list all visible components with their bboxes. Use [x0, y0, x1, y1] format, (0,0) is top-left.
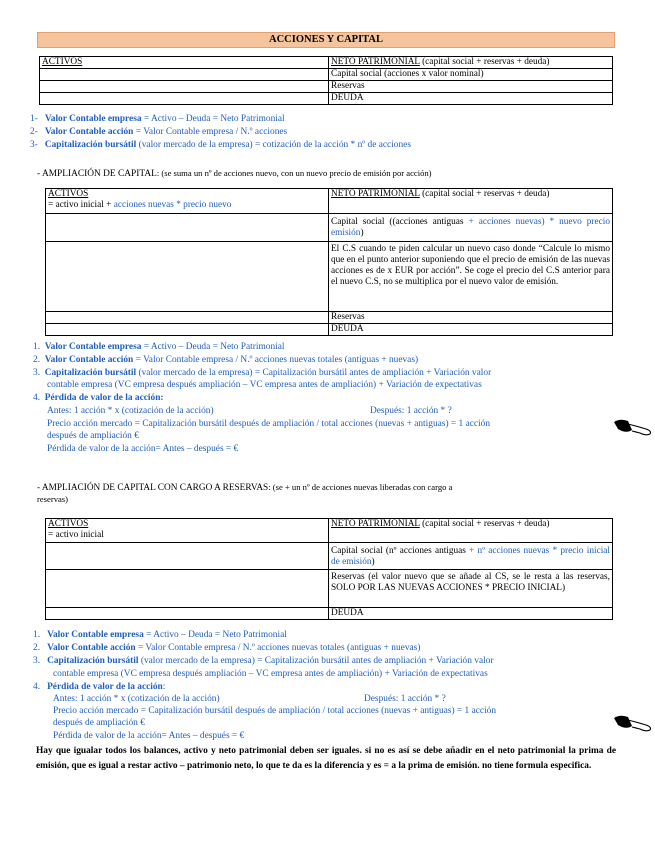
perdida-text: Pérdida de valor de la acción= Antes – después = € — [47, 444, 239, 454]
capital-cell: Capital social ((acciones antiguas + acciones nuevas) * nuevo precio emisión) — [329, 214, 613, 242]
list2-item-cont: contable empresa (VC empresa después ampliación – VC empresa antes de ampliación) + Variación de expectativas — [47, 380, 482, 390]
precio-text-cont: después de ampliación € — [53, 718, 145, 728]
antes-text: Antes: 1 acción * x (cotización de la acción) — [47, 406, 214, 416]
list3-item: 3. Capitalización bursátil (valor mercado de la empresa) = Capitalización bursátil antes de ampliación + Variación valor — [33, 656, 494, 666]
neto-cell: NETO PATRIMONIAL (capital social + reservas + deuda) — [329, 189, 613, 214]
list3-item: 4. Pérdida de valor de la acción: — [33, 682, 166, 692]
neto-cell: NETO PATRIMONIAL (capital social + reservas + deuda) — [329, 57, 613, 69]
balance-table-reservas — [45, 518, 613, 620]
deuda-cell: DEUDA — [329, 324, 613, 336]
list2-item: 3. Capitalización bursátil (valor mercado de la empresa) = Capitalización bursátil antes de ampliación + Variación valor — [33, 368, 492, 378]
balance-table-ampliacion — [45, 188, 613, 336]
perdida-text: Pérdida de valor de la acción= Antes – después = € — [53, 731, 245, 741]
capital-cell: Capital social (nº acciones antiguas + nº acciones nuevas * precio inicial de emisión) — [329, 543, 613, 570]
deuda-cell: DEUDA — [329, 608, 613, 620]
list3-item: 1. Valor Contable empresa = Activo – Deuda = Neto Patrimonial — [33, 630, 287, 640]
final-note: Hay que igualar todos los balances, activo y neto patrimonial deben ser iguales. si no es así se debe añadir en el neto patrimonial la prima de emisión, que es igual a restar activo – patrimonio neto, lo que te da es la diferencia y es = a la prima de emisión. no tiene formula especifica. — [36, 746, 616, 771]
neto-cell: NETO PATRIMONIAL (capital social + reservas + deuda) — [329, 519, 613, 543]
precio-text: Precio acción mercado = Capitalización bursátil después de ampliación / total acciones (nuevas + antiguas) = 1 acción — [53, 706, 497, 716]
reservas-cell: Reservas — [329, 312, 613, 324]
precio-text-cont: después de ampliación € — [47, 431, 139, 441]
list1-item: 1- Valor Contable empresa = Activo – Deuda = Neto Patrimonial — [30, 114, 285, 124]
list2-item: 2. Valor Contable acción = Valor Contable empresa / N.º acciones nuevas totales (antiguas + nuevas) — [33, 355, 419, 365]
deuda-cell: DEUDA — [329, 93, 613, 105]
pointing-hand-icon — [612, 712, 654, 736]
list3-item: 2. Valor Contable acción = Valor Contable empresa / N.º acciones nuevas totales (antiguas + nuevas) — [33, 643, 421, 653]
balance-table-basic — [39, 56, 613, 105]
list3-item-cont: contable empresa (VC empresa después ampliación – VC empresa antes de ampliación) + Variación de expectativas — [53, 669, 488, 679]
list2-item: 4. Pérdida de valor de la acción: — [33, 393, 164, 403]
activos-cell: ACTIVOS — [40, 57, 329, 69]
list1-item: 3- Capitalización bursátil (valor mercado de la empresa) = cotización de la acción * nº de acciones — [30, 140, 411, 150]
page-title: ACCIONES Y CAPITAL — [37, 32, 615, 48]
despues-text: Después: 1 acción * ? — [370, 406, 452, 416]
cs-note-cell: El C.S cuando te piden calcular un nuevo caso donde “Calcule lo mismo que en el punto anterior suponiendo que el precio de emisión de las nuevas acciones es de x EUR por acción”. Se coge el precio del C.S anterior para el nuevo C.S, no se multiplica por el nuevo valor de emisión. — [329, 242, 613, 312]
antes-text: Antes: 1 acción * x (cotización de la acción) — [53, 694, 220, 704]
activos-cell: ACTIVOS = activo inicial — [46, 519, 329, 543]
precio-text: Precio acción mercado = Capitalización bursátil después de ampliación / total acciones (nuevas + antiguas) = 1 acción — [47, 419, 491, 429]
capital-cell: Capital social (acciones x valor nominal) — [329, 69, 613, 81]
list1-item: 2- Valor Contable acción = Valor Contable empresa / N.º acciones — [30, 127, 288, 137]
activos-cell: ACTIVOS = activo inicial + acciones nuevas * precio nuevo — [46, 189, 329, 214]
reservas-cell: Reservas — [329, 81, 613, 93]
reservas-cell: Reservas (el valor nuevo que se añade al CS, se le resta a las reservas, SOLO POR LAS NUEVAS ACCIONES * PRECIO INICIAL) — [329, 570, 613, 608]
pointing-hand-icon — [612, 416, 654, 440]
list2-item: 1. Valor Contable empresa = Activo – Deuda = Neto Patrimonial — [33, 342, 285, 352]
section-heading-ampliacion: - AMPLIACIÓN DE CAPITAL: (se suma un nº de acciones nuevo, con un nuevo precio de emisión por acción) — [37, 168, 432, 179]
despues-text: Después: 1 acción * ? — [364, 694, 446, 704]
section-heading-reservas: - AMPLIACIÓN DE CAPITAL CON CARGO A RESERVAS: (se + un nº de acciones nuevas liberadas con cargo a reservas) — [37, 482, 453, 504]
